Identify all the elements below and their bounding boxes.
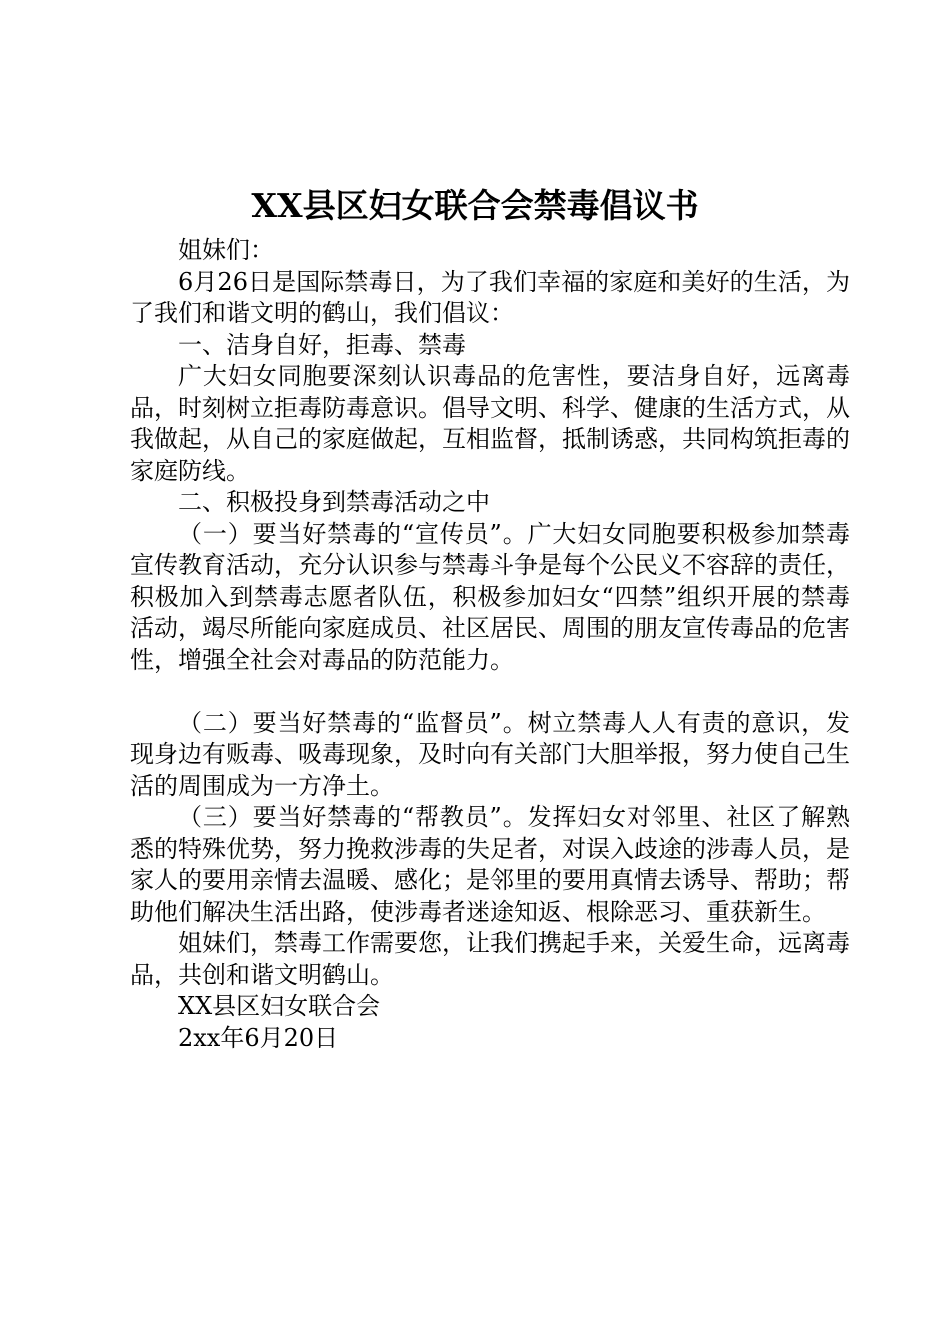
document-body xyxy=(130,235,850,1054)
section-heading-1: 一、洁身自好，拒毒、禁毒 xyxy=(178,330,466,359)
subsection-3-paragraph: （三）要当好禁毒的“帮教员”。发挥妇女对邻里、社区了解熟悉的特殊优势，努力挽救涉毒的失足者，对误入歧途的涉毒人员，是家人的要用亲情去温暖、感化；是邻里的要用真情去诱导、帮助；帮助他们解决生活出路，使涉毒者迷途知返、根除恶习、重获新生。 xyxy=(130,803,850,926)
subsection-1-paragraph: （一）要当好禁毒的“宣传员”。广大妇女同胞要积极参加禁毒宣传教育活动，充分认识参与禁毒斗争是每个公民义不容辞的责任，积极加入到禁毒志愿者队伍，积极参加妇女“四禁”组织开展的禁毒活动，竭尽所能向家庭成员、社区居民、周围的朋友宣传毒品的危害性，增强全社会对毒品的防范能力。 xyxy=(130,519,850,674)
salutation: 姐妹们： xyxy=(178,236,274,264)
signature-date: 2xx年6月20日 xyxy=(178,1023,339,1052)
closing-paragraph: 姐妹们，禁毒工作需要您，让我们携起手来，关爱生命，远离毒品，共创和谐文明鹤山。 xyxy=(130,929,850,989)
section-heading-2: 二、积极投身到禁毒活动之中 xyxy=(178,488,490,516)
document-title: XX县区妇女联合会禁毒倡议书 xyxy=(251,186,699,225)
intro-paragraph: 6月26日是国际禁毒日，为了我们幸福的家庭和美好的生活，为了我们和谐文明的鹤山，我们倡议： xyxy=(130,267,850,327)
subsection-2-paragraph: （二）要当好禁毒的“监督员”。树立禁毒人人有责的意识，发现身边有贩毒、吸毒现象，及时向有关部门大胆举报，努力使自己生活的周围成为一方净土。 xyxy=(130,708,850,800)
signature-organization: XX县区妇女联合会 xyxy=(178,992,381,1020)
blank-line xyxy=(130,676,850,708)
section-1-paragraph: 广大妇女同胞要深刻认识毒品的危害性，要洁身自好，远离毒品，时刻树立拒毒防毒意识。倡导文明、科学、健康的生活方式，从我做起，从自己的家庭做起，互相监督，抵制诱惑，共同构筑拒毒的家庭防线。 xyxy=(130,362,850,485)
